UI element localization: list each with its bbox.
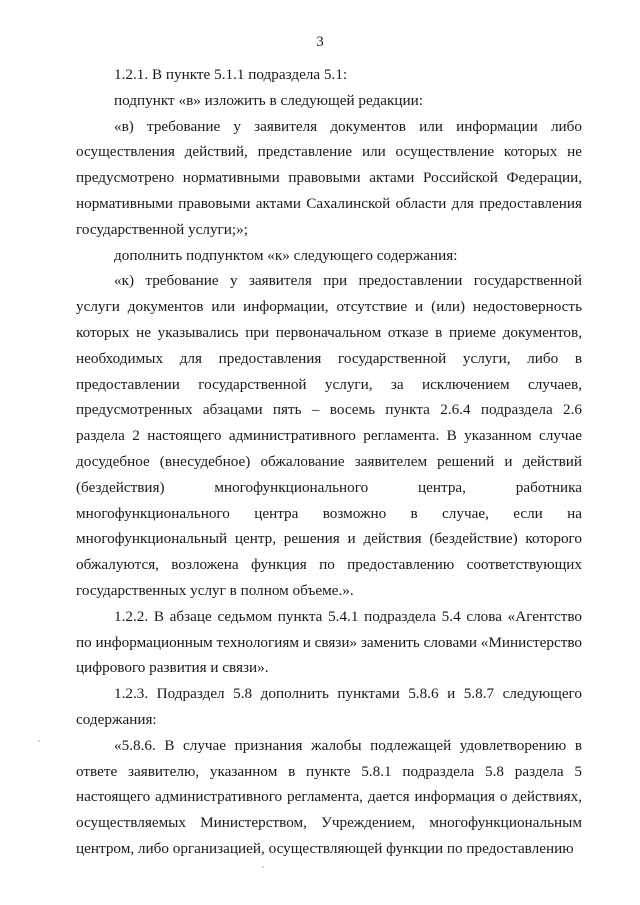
scan-speck <box>38 740 40 742</box>
scan-speck <box>262 866 264 868</box>
paragraph-subitem-v-instruction: подпункт «в» изложить в следующей редакции: <box>114 91 423 109</box>
paragraph-subitem-k-instruction: дополнить подпунктом «к» следующего содержания: <box>114 246 458 264</box>
document-body <box>76 62 582 862</box>
paragraph-1-2-2: 1.2.2. В абзаце седьмом пункта 5.4.1 подраздела 5.4 слова «Агентство по информационным технологиям и связи» заменить словами «Министерство цифрового развития и связи». <box>76 607 582 677</box>
paragraph-subitem-v-text: «в) требование у заявителя документов или информации либо осуществления действий, представление или осуществление которых не предусмотрено нормативными правовыми актами Российской Федерации, нормативными правовыми актами Сахалинской области для предоставления государственной услуги;»; <box>76 117 582 238</box>
paragraph-5-8-6: «5.8.6. В случае признания жалобы подлежащей удовлетворению в ответе заявителю, указанном в пункте 5.8.1 подраздела 5.8 раздела 5 настоящего административного регламента, дается информация о действиях, осуществляемых Министерством, Учреждением, многофункциональным центром, либо организацией, осуществляющей функции по предоставлению <box>76 736 582 857</box>
page-number: 3 <box>316 34 324 50</box>
paragraph-1-2-1-heading: 1.2.1. В пункте 5.1.1 подраздела 5.1: <box>114 66 348 83</box>
paragraph-subitem-k-text: «к) требование у заявителя при предоставлении государственной услуги документов или информации, отсутствие и (или) недостоверность которых не указывались при первоначальном отказе в приеме документов, необходимых для предоставления государственной услуги, либо в предоставлении государственной услуги, за исключением случаев, предусмотренных абзацами пять – восемь пункта 2.6.4 подраздела 2.6 раздела 2 настоящего административного регламента. В указанном случае досудебное (внесудебное) обжалование заявителем решений и действий (бездействия) многофункционального центра, работника многофункционального центра возможно в случае, если на многофункциональный центр, решения и действия (бездействие) которого обжалуются, возложена функция по предоставлению соответствующих государственных услуг в полном объеме.». <box>76 272 582 599</box>
paragraph-1-2-3: 1.2.3. Подраздел 5.8 дополнить пунктами 5.8.6 и 5.8.7 следующего содержания: <box>76 685 582 728</box>
